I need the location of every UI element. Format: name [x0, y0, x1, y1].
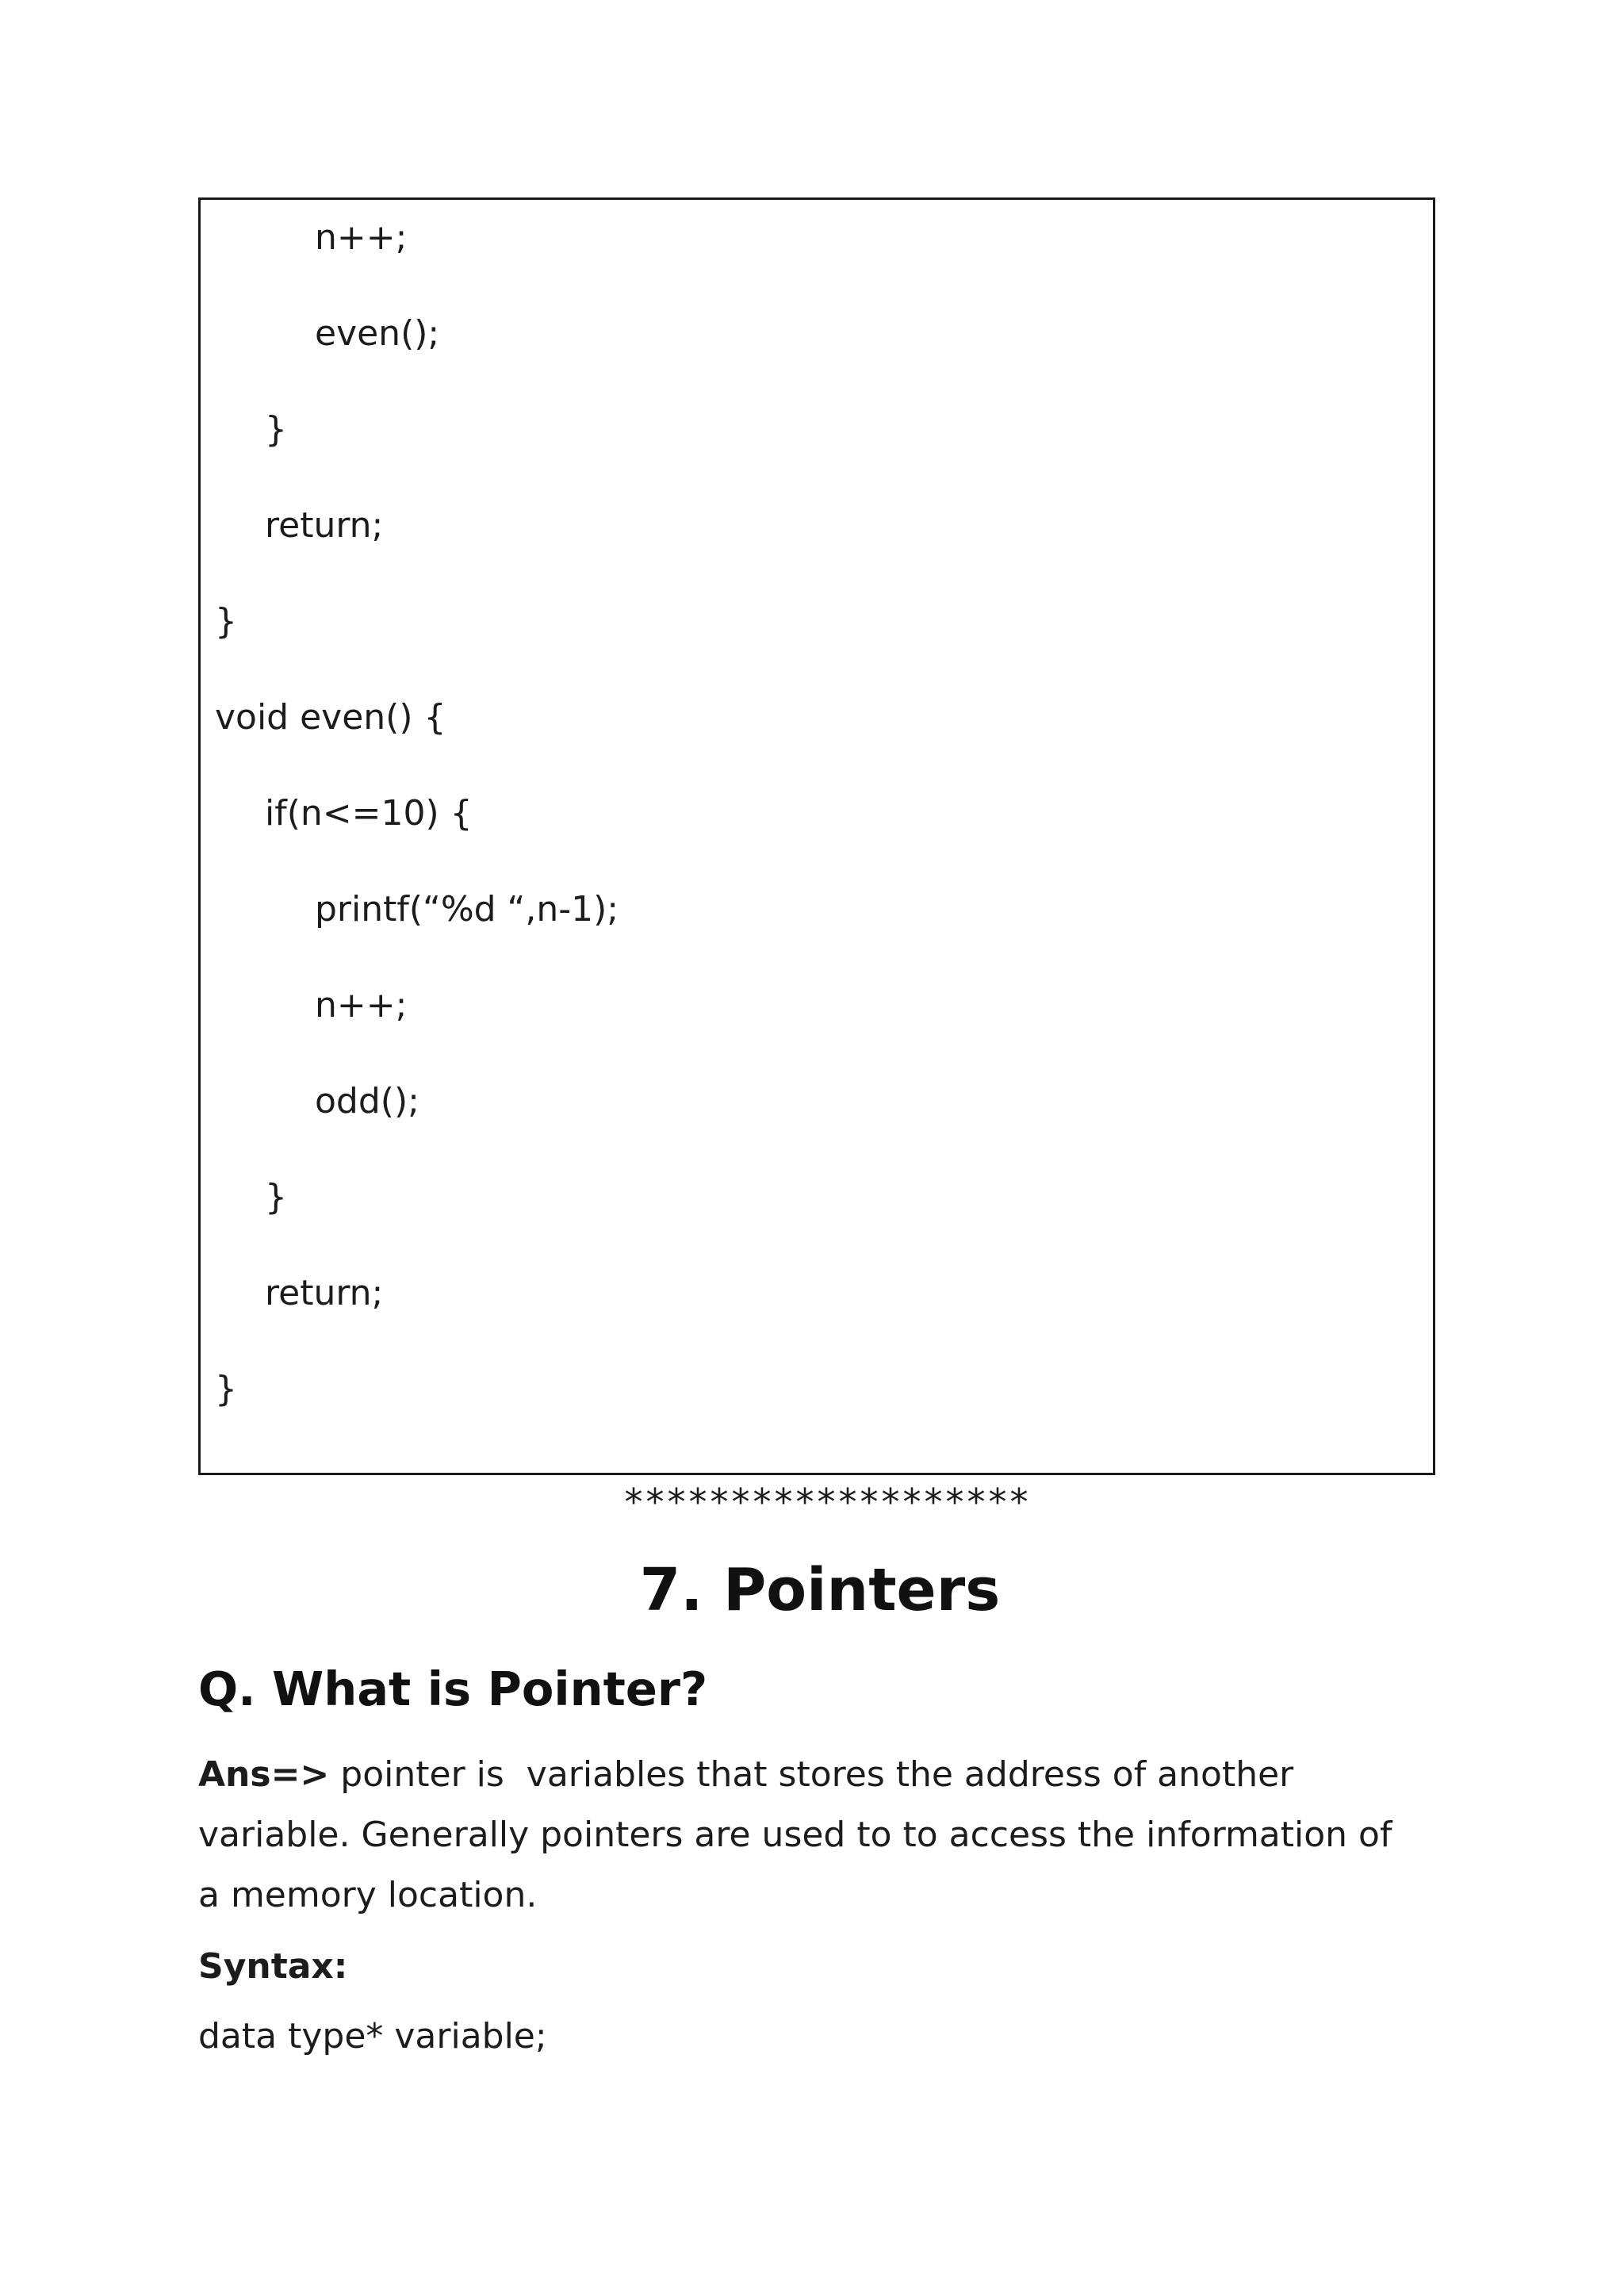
chapter-title: 7. Pointers [639, 1556, 1001, 1624]
answer-paragraph [198, 1745, 1443, 1926]
syntax-label: Syntax: [198, 1946, 348, 1987]
code-line: odd(); [315, 1081, 419, 1121]
code-line: return; [265, 505, 384, 546]
code-line: } [215, 601, 237, 642]
code-line: if(n<=10) { [265, 793, 473, 834]
code-line: printf(“%d “,n-1); [315, 889, 619, 930]
syntax-code: data type* variable; [198, 2016, 547, 2056]
code-line: void even() { [215, 697, 446, 738]
answer-line-1 [198, 1745, 1443, 1805]
code-line: } [215, 1369, 237, 1409]
code-line: n++; [315, 217, 408, 258]
question-heading: Q. What is Pointer? [198, 1662, 708, 1716]
code-line: return; [265, 1273, 384, 1313]
code-line: even(); [315, 313, 440, 354]
code-line: n++; [315, 985, 408, 1025]
answer-text: pointer is variables that stores the address of another [329, 1754, 1294, 1795]
code-line: } [265, 1177, 287, 1217]
answer-line-2: variable. Generally pointers are used to to access the information of [198, 1815, 1392, 1855]
answer-label: Ans=> [198, 1754, 330, 1795]
code-line: } [265, 409, 287, 450]
section-separator: ******************* [624, 1481, 1032, 1524]
answer-line-3: a memory location. [198, 1875, 538, 1915]
code-block [198, 197, 1435, 1475]
